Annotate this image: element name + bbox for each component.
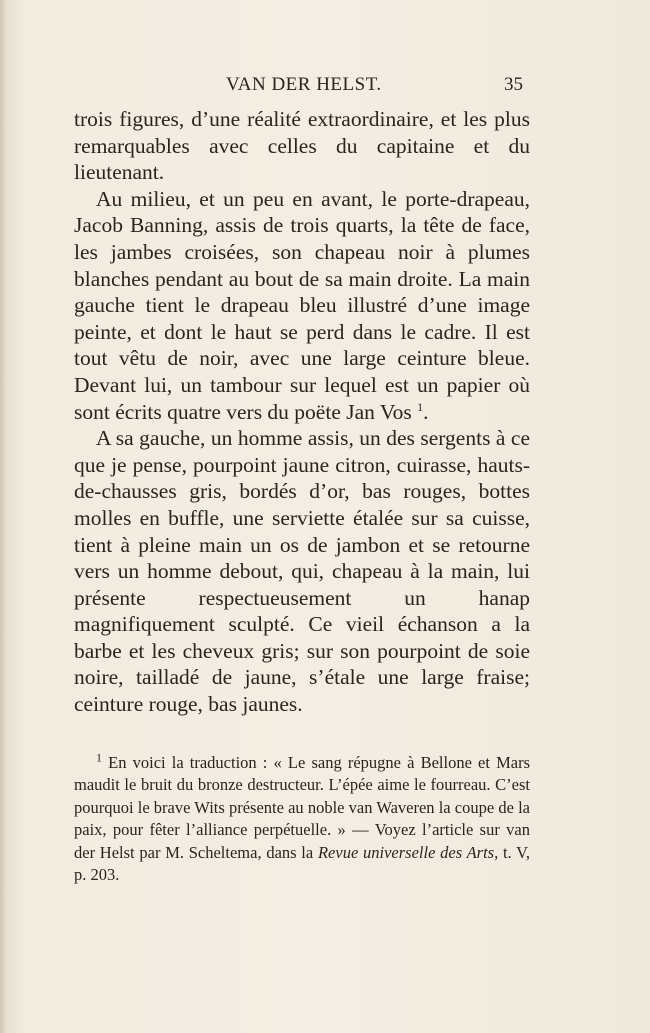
paragraph-sergent bbox=[74, 425, 530, 718]
page-header bbox=[0, 74, 650, 104]
page-gutter-edge bbox=[0, 0, 6, 1033]
body-text bbox=[74, 106, 530, 718]
footnote-text-end: t. V, p. 203. bbox=[74, 842, 531, 885]
paragraph-end-punctuation: . bbox=[423, 399, 429, 424]
footnote-text: En voici la traduction : « Le sang répugne à Bellone et Mars maudit le bruit du bronze destructeur. L’épée aime le fourreau. C’est pourquoi le brave Wits présente au noble van Waveren la coupe de la paix, pour fêter l’alliance perpétuelle. » — Voyez l’article sur van der Helst par M. Scheltema, dans la bbox=[74, 753, 530, 862]
footnote-italic-title: Revue universelle des Arts, bbox=[317, 842, 499, 862]
footnote bbox=[74, 752, 530, 886]
paragraph-text: A sa gauche, un homme assis, un des sergents à ce que je pense, pourpoint jaune citron, cuirasse, hauts-de-chausses gris, bordés d’or, bas rouges, bottes molles en buffle, une serviette étalée sur sa cuisse, tient à pleine main un os de jambon et se retourne vers un homme debout, qui, chapeau à la main, lui présente respectueusement un hanap magnifiquement sculpté. Ce vieil échanson a la barbe et les cheveux gris; sur son pourpoint de soie noire, tailladé de jaune, s’étale une large fraise; ceinture rouge, bas jaunes. bbox=[74, 426, 530, 717]
footnote-reference: 1 bbox=[417, 399, 424, 414]
page-number: 35 bbox=[504, 74, 523, 95]
paragraph-continuation bbox=[74, 106, 530, 186]
paragraph-text: Au milieu, et un peu en avant, le porte-drapeau, Jacob Banning, assis de trois quarts, la tête de face, les jambes croisées, son chapeau noir à plumes blanches pendant au bout de sa main droite. La main gauche tient le drapeau bleu illustré d’une image peinte, et dont le haut se perd dans le cadre. Il est tout vêtu de noir, avec une large ceinture bleue. Devant lui, un tambour sur lequel est un papier où sont écrits quatre vers du poëte Jan Vos bbox=[74, 186, 530, 424]
running-head: VAN DER HELST. bbox=[226, 74, 382, 95]
paragraph-text: trois figures, d’une réalité extraordinaire, et les plus remarquables avec celles du capitaine et du lieutenant. bbox=[74, 107, 530, 185]
paragraph-porte-drapeau bbox=[74, 186, 530, 425]
footnote-mark: 1 bbox=[96, 750, 102, 765]
